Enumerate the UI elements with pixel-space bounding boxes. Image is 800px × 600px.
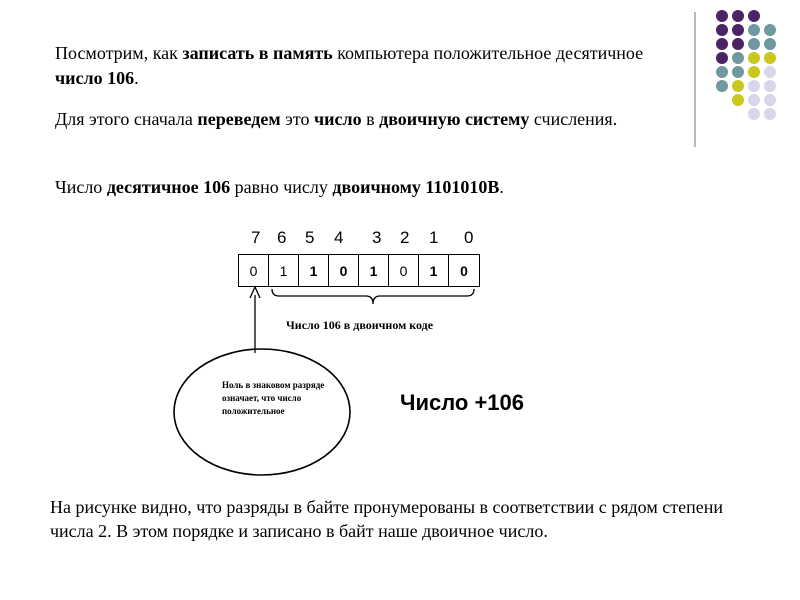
text-segment: это [280,109,314,129]
sign-bit-cell: 0 [239,255,269,286]
text-segment: . [134,68,139,88]
bit-position-label: 4 [334,228,344,247]
text-segment: равно числу [230,177,333,197]
text-segment: Посмотрим, как [55,43,183,63]
bit-position-label: 3 [372,228,382,247]
bold-segment: двоичному 1101010В [332,177,500,197]
bold-segment: число [313,109,362,129]
number-label: Число +106 [400,390,525,415]
bold-segment: двоичную систему [379,109,530,129]
bit-position-label: 1 [429,228,439,247]
brace-caption: Число 106 в двоичном коде [286,318,434,332]
bit-cell: 0 [460,262,468,279]
text-segment: Для этого сначала [55,109,198,129]
text-segment: счисления. [529,109,618,129]
bit-position-label: 0 [464,228,474,247]
curly-brace [272,289,474,304]
bit-cell: 1 [419,255,449,286]
text-segment: в [361,109,380,129]
bit-cell: 1 [359,255,389,286]
bit-position-label: 5 [305,228,315,247]
text-segment: компьютера положительное десятичное [332,43,644,63]
bit-position-label: 2 [400,228,410,247]
conclusion-paragraph: На рисунке видно, что разряды в байте пронумерованы в соответствии с рядом степени числа 2. В этом порядке и записано в байт наше двоичное число. [50,497,723,541]
bold-segment: число 106 [55,68,135,88]
bit-position-label: 7 [251,228,261,247]
bit-cell: 1 [269,255,299,286]
text-segment: . [499,177,504,197]
bold-segment: десятичное 106 [106,177,231,197]
bit-cell: 1 [299,255,329,286]
bit-cell: 0 [329,255,359,286]
sign-bit-note: Ноль в знаковом разряде означает, что число положительное [222,380,325,416]
text-segment: Число [55,177,107,197]
bold-segment: записать в память [182,43,333,63]
bit-cell: 0 [389,255,419,286]
bold-segment: переведем [197,109,281,129]
bit-position-label: 6 [277,228,287,247]
